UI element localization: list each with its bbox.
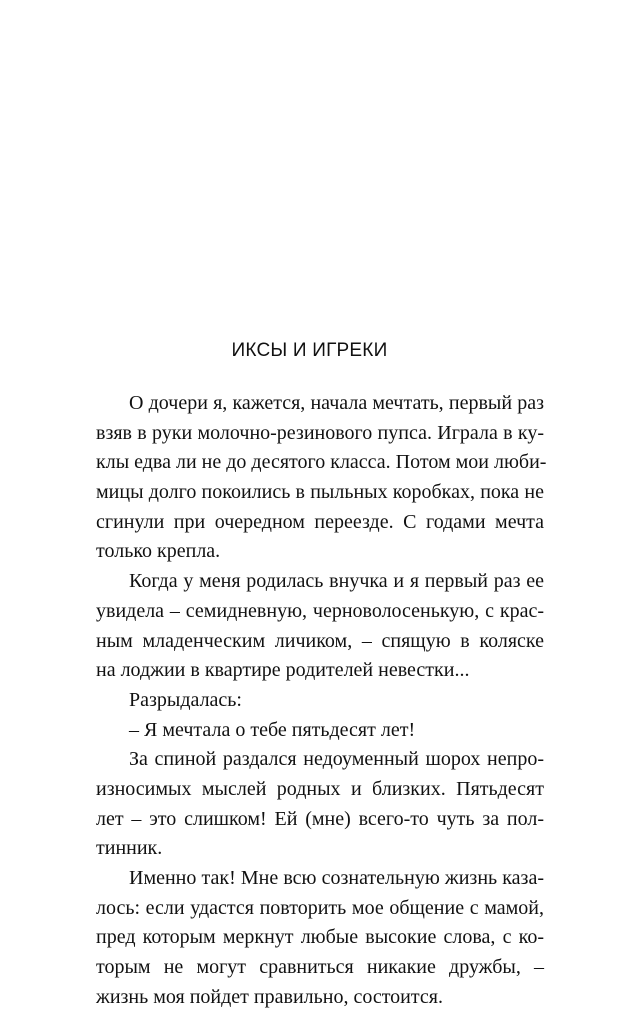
chapter-title: ИКСЫ И ИГРЕКИ	[231, 340, 388, 361]
text-line: – Я мечтала о тебе пятьдесят лет!	[129, 718, 416, 741]
text-line: мицы долго покоились в пыльных коробках, пока не	[96, 481, 544, 504]
text-line: Когда у меня родилась внучка и я первый раз ее	[129, 570, 544, 593]
text-line: лось: если удастся повторить мое общение с мамой,	[96, 896, 544, 919]
text-line: тинник.	[96, 837, 163, 860]
text-line: клы едва ли не до десятого класса. Потом мои люби-	[96, 451, 547, 474]
text-line: ным младенческим личиком, – спящую в коляске	[96, 629, 544, 652]
text-line: сгинули при очередном переезде. С годами мечта	[96, 510, 544, 533]
text-line: Именно так! Мне всю сознательную жизнь каза-	[129, 867, 544, 889]
text-line: увидела – семидневную, черноволосенькую, с крас-	[96, 599, 544, 622]
text-line: пред которым меркнут любые высокие слова, с ко-	[96, 926, 544, 949]
text-line: взяв в руки молочно-резинового пупса. Играла в ку-	[96, 421, 544, 444]
text-line: износимых мыслей родных и близких. Пятьдесят	[96, 777, 544, 800]
text-line: только крепла.	[96, 540, 221, 563]
text-line: Разрыдалась:	[129, 688, 242, 711]
text-line: жизнь моя пойдет правильно, состоится.	[96, 985, 443, 1008]
body-text	[96, 389, 547, 1012]
text-line: торым не могут сравниться никакие дружбы, –	[96, 956, 544, 979]
text-line: За спиной раздался недоуменный шорох непро-	[129, 748, 544, 771]
text-line: на лоджии в квартире родителей невестки...	[96, 659, 470, 682]
text-line: лет – это слишком! Ей (мне) всего-то чуть за пол-	[96, 807, 544, 830]
text-line: О дочери я, кажется, начала мечтать, первый раз	[129, 392, 544, 414]
